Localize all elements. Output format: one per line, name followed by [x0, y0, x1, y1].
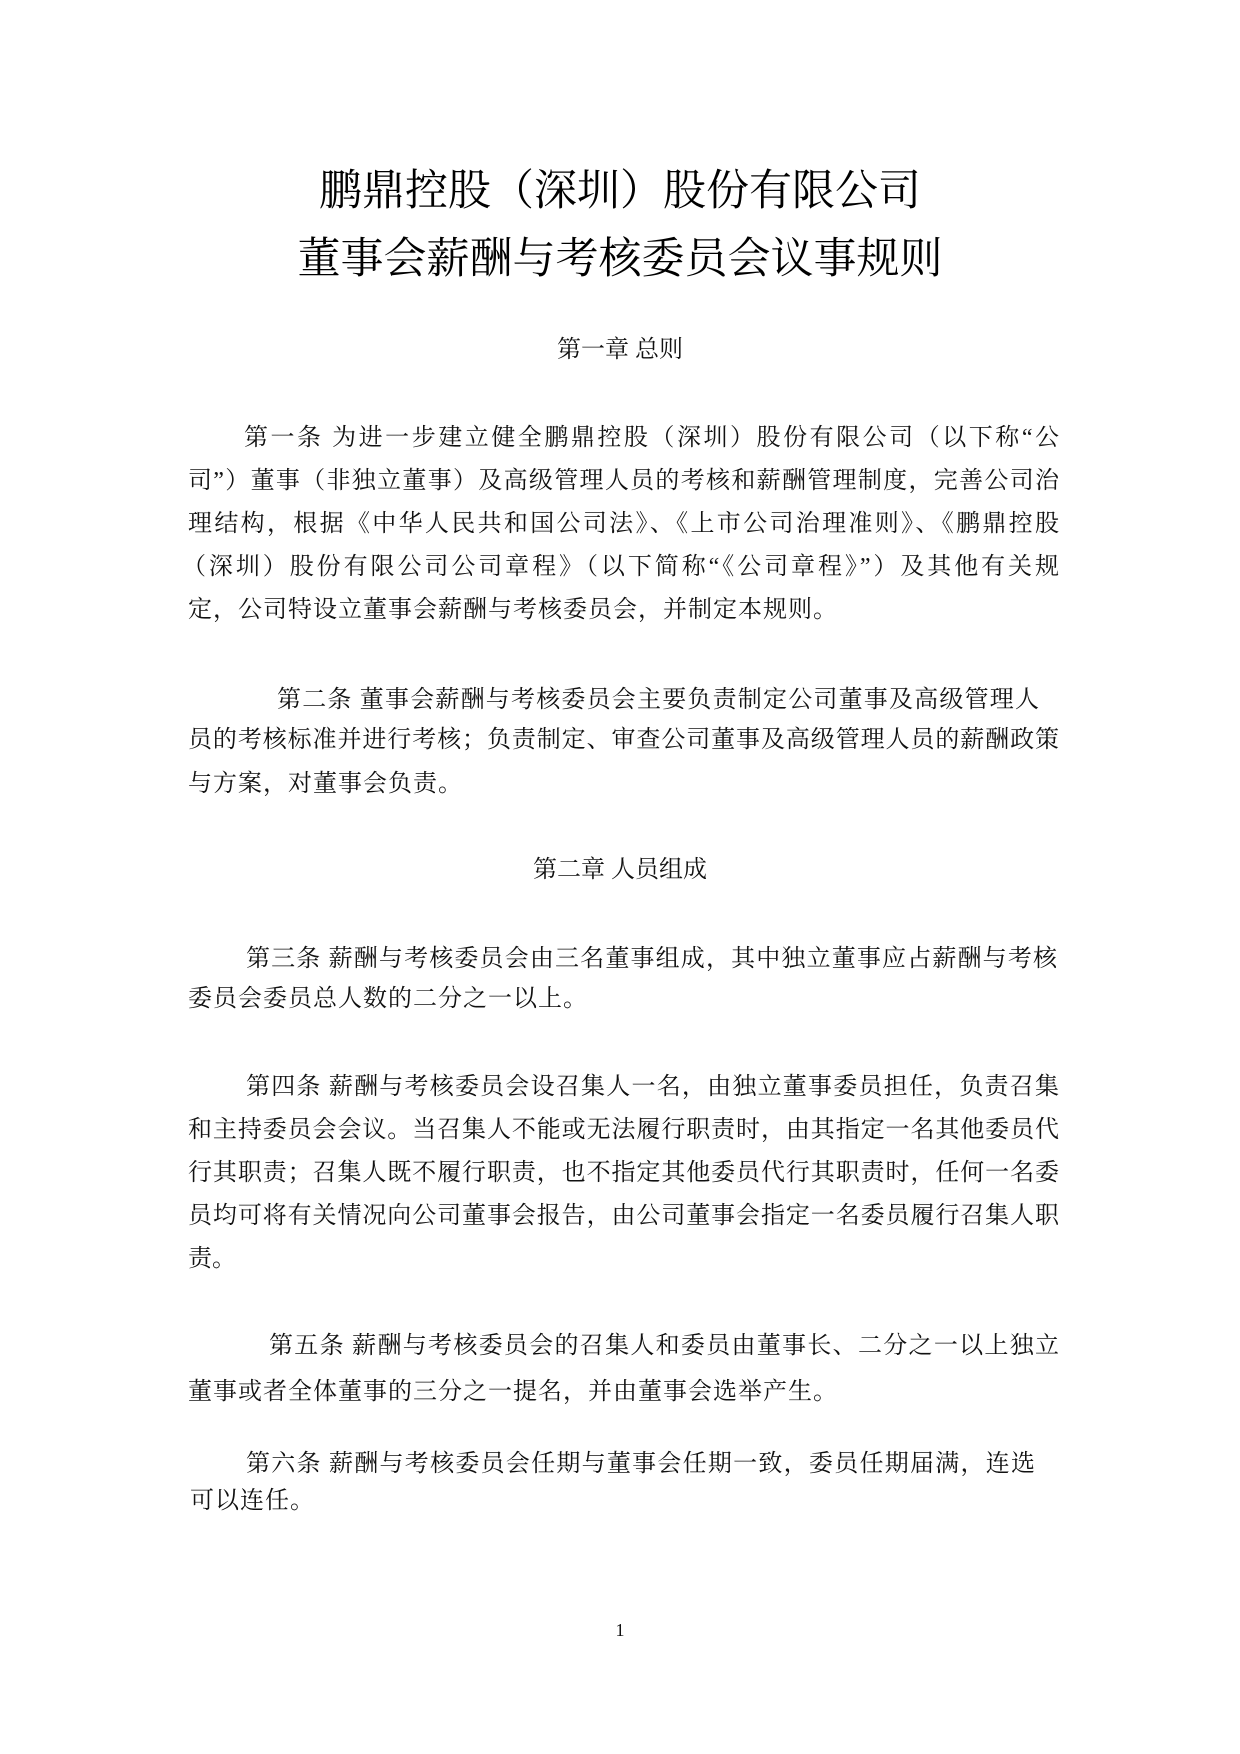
chapter-heading: 第一章 总则	[557, 337, 683, 363]
article-2-line: 第二条 董事会薪酬与考核委员会主要负责制定公司董事及高级管理人	[277, 687, 1039, 713]
article-3-line: 委员会委员总人数的二分之一以上。	[188, 986, 588, 1012]
article-4-line: 第四条 薪酬与考核委员会设召集人一名，由独立董事委员担任，负责召集	[246, 1074, 1059, 1100]
article-1-line: 理结构，根据《中华人民共和国公司法》、《上市公司治理准则》、《鹏鼎控股	[188, 511, 1059, 537]
article-4-line: 员均可将有关情况向公司董事会报告，由公司董事会指定一名委员履行召集人职	[188, 1203, 1059, 1229]
article-5-line: 董事或者全体董事的三分之一提名，并由董事会选举产生。	[188, 1379, 838, 1405]
article-4-line: 行其职责；召集人既不履行职责，也不指定其他委员代行其职责时，任何一名委	[188, 1160, 1059, 1186]
article-2-line: 与方案，对董事会负责。	[188, 771, 463, 797]
article-1-line: 司”）董事（非独立董事）及高级管理人员的考核和薪酬管理制度，完善公司治	[188, 468, 1059, 494]
chapter-heading: 第二章 人员组成	[533, 857, 707, 883]
document-title-line-2: 董事会薪酬与考核委员会议事规则	[297, 234, 943, 284]
article-1-line: 定，公司特设立董事会薪酬与考核委员会，并制定本规则。	[188, 597, 838, 623]
article-1-line: 第一条 为进一步建立健全鹏鼎控股（深圳）股份有限公司（以下称“公	[244, 425, 1059, 451]
article-6-line: 第六条 薪酬与考核委员会任期与董事会任期一致，委员任期届满，连选	[246, 1451, 1035, 1477]
article-1-line: （深圳）股份有限公司公司章程》（以下简称“《公司章程》”）及其他有关规	[182, 554, 1059, 580]
article-5-line: 第五条 薪酬与考核委员会的召集人和委员由董事长、二分之一以上独立	[269, 1333, 1059, 1359]
article-4-line: 和主持委员会会议。当召集人不能或无法履行职责时，由其指定一名其他委员代	[188, 1117, 1059, 1143]
article-4-line: 责。	[188, 1246, 236, 1272]
article-6-line: 可以连任。	[190, 1488, 315, 1514]
article-3-line: 第三条 薪酬与考核委员会由三名董事组成，其中独立董事应占薪酬与考核	[246, 946, 1057, 972]
page-number: 1	[615, 1620, 625, 1640]
document-title-line-1: 鹏鼎控股（深圳）股份有限公司	[319, 166, 921, 216]
article-2-line: 员的考核标准并进行考核；负责制定、审查公司董事及高级管理人员的薪酬政策	[188, 727, 1059, 753]
